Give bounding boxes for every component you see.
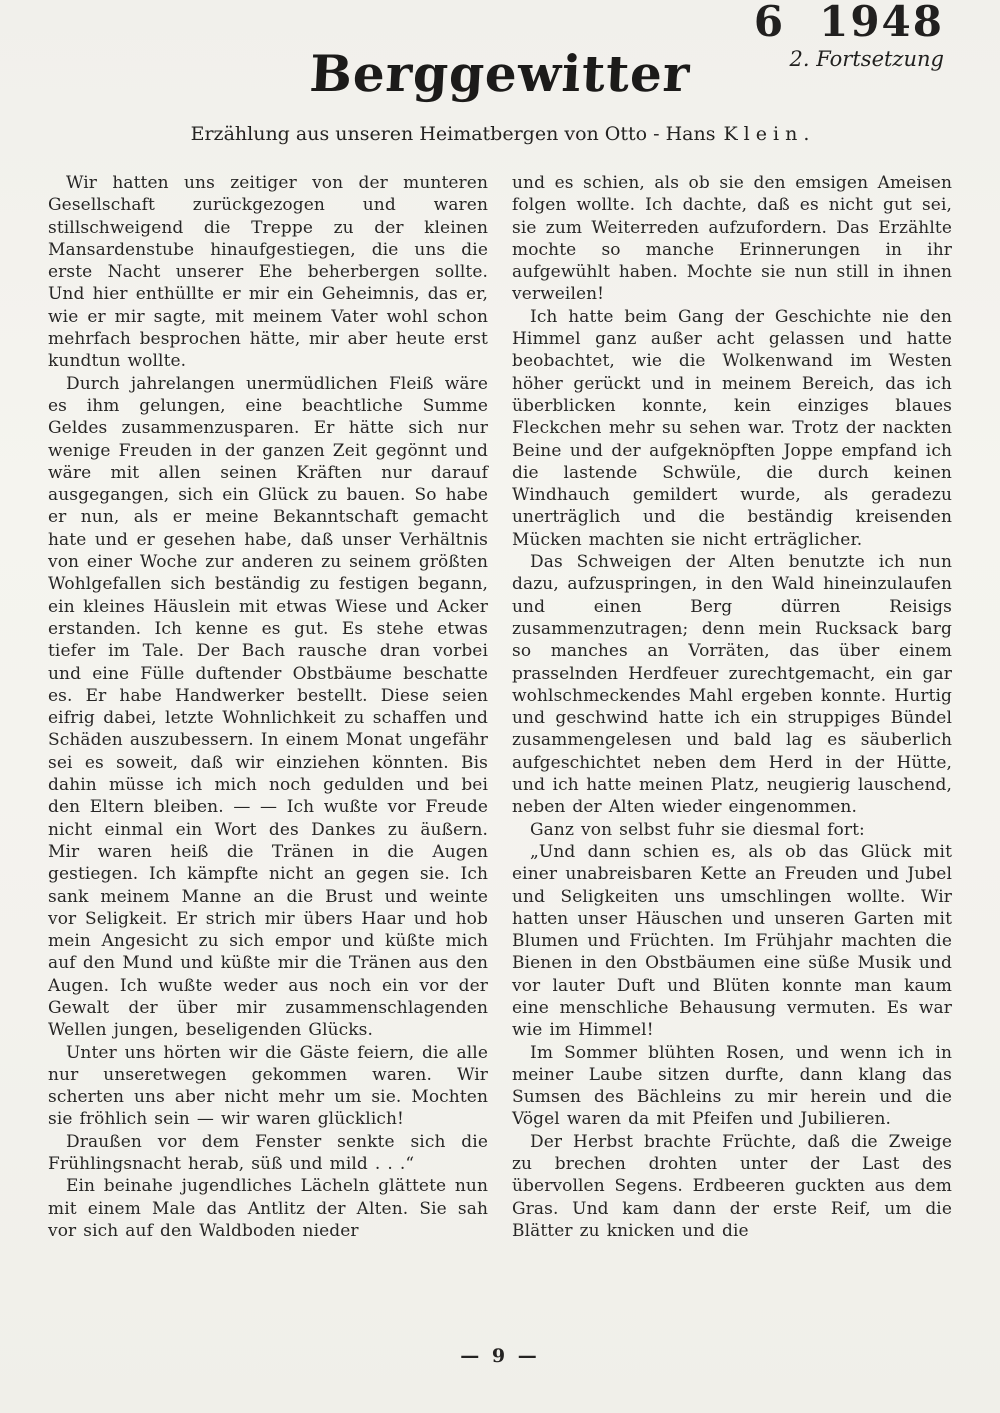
page-number: — 9 — [460,1345,540,1367]
paragraph: „Und dann schien es, als ob das Glück mit einer unabreisbaren Kette an Freuden und Jubel und Seligkeiten uns umschlingen wollte. Wir hatten unser Häuschen und unseren Garten mit Blumen und Früchten. Im Frühjahr machten die Bienen in den Obstbäumen eine süße Musik und vor lauter Duft und Blüten konnte man kaum eine menschliche Behausung vermuten. Es war wie im Himmel! [512,841,952,1041]
left-column [48,172,488,1242]
paragraph: Ganz von selbst fuhr sie diesmal fort: [530,819,865,840]
paragraph: Das Schweigen der Alten benutzte ich nun dazu, aufzuspringen, in den Wald hineinzulaufen und einen Berg dürren Reisigs zusammenzutragen; denn mein Rucksack barg so manches an Vorräten, das über einem prasselnden Herdfeuer zurechtgemacht, ein gar wohlschmeckendes Mahl ergeben konnte. Hurtig und geschwind hatte ich ein struppiges Bündel zusammengelesen und bald lag es säuberlich aufgeschichtet neben dem Herd in der Hütte, und ich hatte meinen Platz, neugierig lauschend, neben der Alten wieder eingenommen. [512,552,952,818]
issue-numbers [754,0,944,44]
paragraph: Ein beinahe jugendliches Lächeln glättete nun mit einem Male das Antlitz der Alten. Sie sah vor sich auf den Waldboden nieder [48,1176,488,1241]
paragraph: Ich hatte beim Gang der Geschichte nie den Himmel ganz außer acht gelassen und hatte beobachtet, wie die Wolkenwand im Westen höher gerückt und in meinem Bereich, das ich überblicken konnte, kein einziges blaues Fleckchen mehr su sehen war. Trotz der nackten Beine und der aufgeknöpften Joppe empfand ich die lastende Schwüle, die durch keinen Windhauch gemildert wurde, als geradezu unerträglich und die beständig kreisenden Mücken machten sie nicht erträglicher. [512,306,952,550]
subtitle [0,122,1000,146]
issue-year: 1948 [819,0,944,46]
page-title: Berggewitter [308,44,692,103]
paragraph: Im Sommer blühten Rosen, und wenn ich in meiner Laube sitzen durfte, dann klang das Sumsen des Bächleins zu mir herein und die Vögel waren da mit Pfeifen und Jubilieren. [512,1042,952,1130]
paragraph: und es schien, als ob sie den emsigen Ameisen folgen wollte. Ich dachte, daß es nicht gut sei, sie zum Weiterreden aufzufordern. Das Erzählte mochte so manche Erinnerungen in ihr aufgewühlt haben. Mochte sie nun still in ihnen verweilen! [512,173,952,305]
paragraph: Durch jahrelangen unermüdlichen Fleiß wäre es ihm gelungen, eine beachtliche Summe Geldes zusammenzusparen. Er hätte sich nur wenige Freuden in der ganzen Zeit gegönnt und wäre mit allen seinen Kräften nur darauf ausgegangen, sich ein Glück zu bauen. So habe er nun, als er meine Bekanntschaft gemacht hate und er gesehen habe, daß unser Verhältnis von einer Woche zur anderen zu seinem größten Wohlgefallen sich beständig zu festigen begann, ein kleines Häuslein mit etwas Wiese und Acker erstanden. Ich kenne es gut. Es stehe etwas tiefer im Tale. Der Bach rausche dran vorbei und eine Fülle duftender Obstbäume beschatte es. Er habe Handwerker bestellt. Diese seien eifrig dabei, letzte Wohnlichkeit zu schaffen und Schäden auszubessern. In einem Monat ungefähr sei es soweit, daß wir einziehen könnten. Bis dahin müsse ich mich noch gedulden und bei den Eltern bleiben. — — Ich wußte vor Freude nicht einmal ein Wort des Dankes zu äußern. Mir waren heiß die Tränen in die Augen gestiegen. Ich kämpfte nicht an gegen sie. Ich sank meinem Manne an die Brust und weinte vor Seligkeit. Er strich mir übers Haar und hob mein Angesicht zu sich empor und küßte mich auf den Mund und küßte mir die Tränen aus den Augen. Ich wußte weder aus noch ein vor der Gewalt der über mir zusammenschlagenden Wellen jungen, beseligenden Glücks. [48,373,488,1041]
paragraph: Unter uns hörten wir die Gäste feiern, die alle nur unseretwegen gekommen waren. Wir scherten uns aber nicht mehr um sie. Mochten sie fröhlich sein — wir waren glücklich! [48,1042,488,1130]
paragraph: Wir hatten uns zeitiger von der munteren Gesellschaft zurückgezogen und waren stillschweigend die Treppe zu der kleinen Mansardenstube hinaufgestiegen, die uns die erste Nacht unserer Ehe beherbergen sollte. Und hier enthüllte er mir ein Geheimnis, das er, wie er mir sagte, mit meinem Vater wohl schon mehrfach besprochen hätte, mir aber heute erst kundtun wollte. [48,173,488,372]
page-header [0,0,1000,146]
author-name: Klein [723,123,804,145]
paragraph: Der Herbst brachte Früchte, daß die Zweige zu brechen drohten unter der Last des übervollen Segens. Erdbeeren guckten aus dem Gras. Und kam dann der erste Reif, um die Blätter zu knicken und die [512,1131,952,1241]
subtitle-text: Erzählung aus unseren Heimatbergen von Otto - Hans [190,123,716,145]
paragraph: Draußen vor dem Fenster senkte sich die Frühlingsnacht herab, süß und mild . . .“ [48,1131,488,1175]
right-column [512,172,952,1242]
page-footer [0,1345,1000,1367]
article-body [0,146,1000,1242]
continuation-label: 2. Fortsetzung [789,47,944,71]
issue-number: 6 [753,0,786,46]
subtitle-period: . [803,123,810,145]
